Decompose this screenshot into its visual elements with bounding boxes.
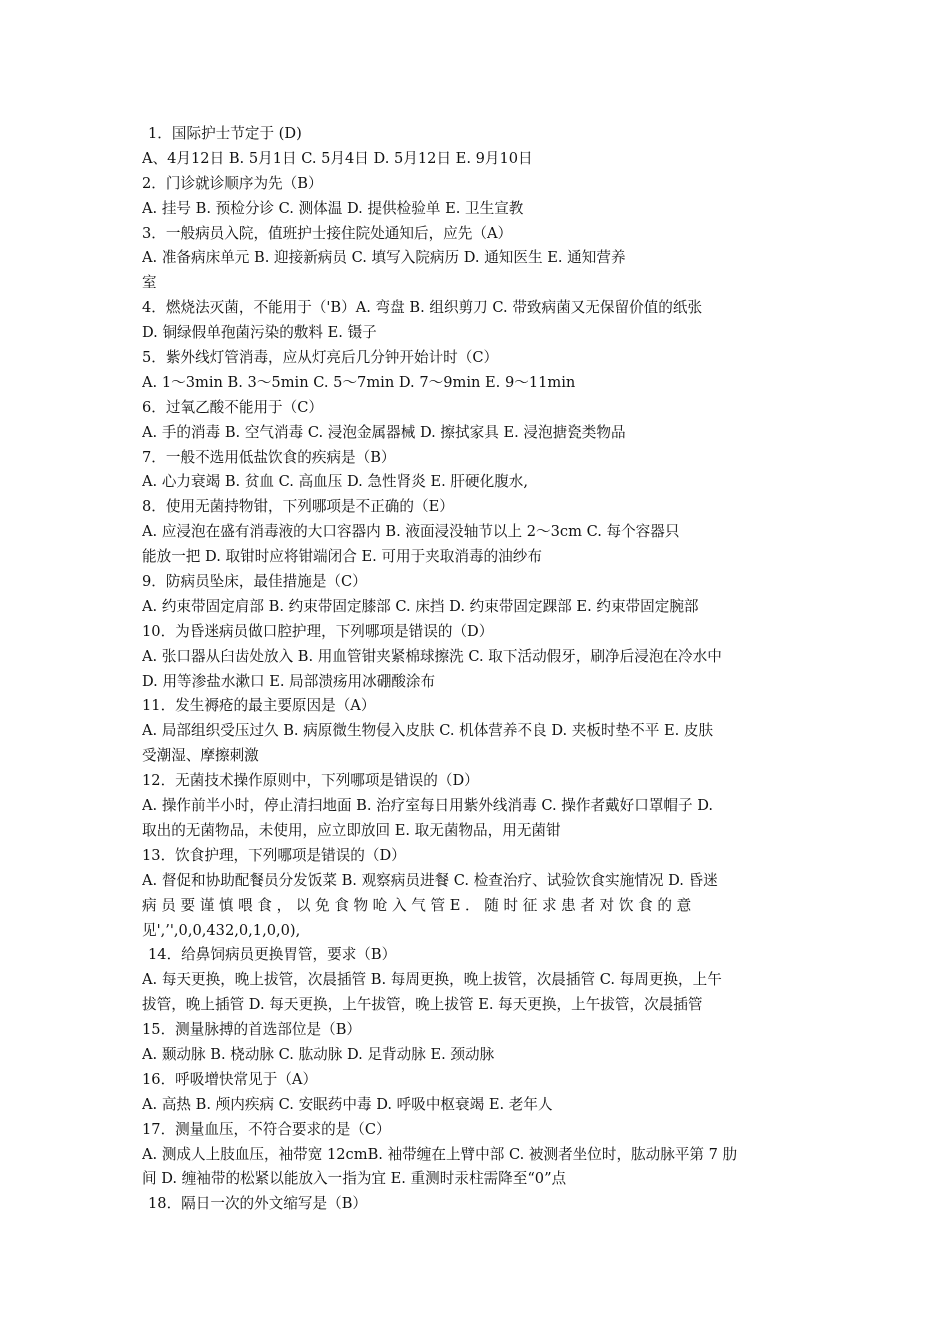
question-line: 16．呼吸增快常见于（A） (142, 1070, 318, 1088)
options-line: A. 挂号 B. 预检分诊 C. 测体温 D. 提供检验单 E. 卫生宣教 (142, 199, 524, 217)
options-line: D. 铜绿假单孢菌污染的敷料 E. 镊子 (142, 324, 377, 342)
options-line: 室 (142, 274, 157, 292)
options-line: A. 约束带固定肩部 B. 约束带固定膝部 C. 床挡 D. 约束带固定踝部 E. 约束带固定腕部 (142, 597, 699, 615)
question-line: 2．门诊就诊顺序为先（B） (142, 174, 323, 192)
question-line: 8．使用无菌持物钳，下列哪项是不正确的（E） (142, 498, 454, 516)
question-line: 14．给鼻饲病员更换胃管，要求（B） (148, 946, 397, 964)
options-line: A. 颞动脉 B. 桡动脉 C. 肱动脉 D. 足背动脉 E. 颈动脉 (142, 1045, 495, 1063)
question-line: 1．国际护士节定于 (D) (148, 125, 302, 142)
options-line: A. 每天更换，晚上拔管，次晨插管 B. 每周更换，晚上拔管，次晨插管 C. 每周更换，上午 (142, 971, 722, 989)
question-line: 11．发生褥疮的最主要原因是（A） (142, 697, 376, 715)
question-line: 5．紫外线灯管消毒，应从灯亮后几分钟开始计时（C） (142, 349, 499, 367)
options-line: 拔管，晚上插管 D. 每天更换，上午拔管，晚上拔管 E. 每天更换，上午拔管，次晨插管 (142, 996, 703, 1014)
document-page (142, 122, 810, 1217)
options-line: 取出的无菌物品，未使用，应立即放回 E. 取无菌物品，用无菌钳 (142, 821, 561, 839)
options-line: 见',’',0,0,432,0,1,0,0), (142, 921, 301, 939)
options-line: A. 应浸泡在盛有消毒液的大口容器内 B. 液面浸没轴节以上 2～3cm C. 每个容器只 (142, 523, 680, 541)
options-line: A. 心力衰竭 B. 贫血 C. 高血压 D. 急性肾炎 E. 肝硬化腹水, (142, 473, 529, 491)
options-line: A. 测成人上肢血压，袖带宽 12cmB. 袖带缠在上臂中部 C. 被测者坐位时，肱动脉平第 7 肋 (142, 1145, 738, 1163)
question-line: 6．过氧乙酸不能用于（C） (142, 398, 323, 416)
options-line: A、4月12日 B. 5月1日 C. 5月4日 D. 5月12日 E. 9月10日 (142, 149, 533, 167)
options-line: A. 局部组织受压过久 B. 病原微生物侵入皮肤 C. 机体营养不良 D. 夹板时垫不平 E. 皮肤 (142, 722, 714, 740)
question-line: 13．饮食护理，下列哪项是错误的（D） (142, 846, 406, 864)
options-line: A. 督促和协助配餐员分发饭菜 B. 观察病员进餐 C. 检查治疗、试验饮食实施情况 D. 昏迷 (142, 871, 718, 889)
options-line: 能放一把 D. 取钳时应将钳端闭合 E. 可用于夹取消毒的油纱布 (142, 548, 542, 566)
question-line: 15．测量脉搏的首选部位是（B） (142, 1021, 362, 1039)
options-line: A. 操作前半小时，停止清扫地面 B. 治疗室每日用紫外线消毒 C. 操作者戴好口罩帽子 D. (142, 797, 714, 815)
question-line: 18．隔日一次的外文缩写是（B） (148, 1195, 368, 1213)
question-line: 17．测量血压，不符合要求的是（C） (142, 1120, 391, 1138)
options-line: 受潮湿、摩擦刺激 (142, 747, 259, 765)
question-line: 12．无菌技术操作原则中，下列哪项是错误的（D） (142, 772, 479, 790)
options-line: D. 用等渗盐水漱口 E. 局部溃疡用冰硼酸涂布 (142, 672, 436, 690)
question-line: 9．防病员坠床，最佳措施是（C） (142, 573, 367, 591)
options-line: A. 准备病床单元 B. 迎接新病员 C. 填写入院病历 D. 通知医生 E. 通知营养 (142, 249, 626, 267)
options-line: 间 D. 缠袖带的松紧以能放入一指为宜 E. 重测时汞柱需降至“0”点 (142, 1170, 567, 1188)
question-line: 4．燃烧法灭菌，不能用于（'B）A. 弯盘 B. 组织剪刀 C. 带致病菌又无保留价值的纸张 (142, 299, 703, 317)
options-line: A. 手的消毒 B. 空气消毒 C. 浸泡金属器械 D. 擦拭家具 E. 浸泡搪瓷类物品 (142, 423, 626, 441)
options-line: A. 1～3min B. 3～5min C. 5～7min D. 7～9min E. 9～11min (142, 373, 576, 391)
options-line: A. 张口器从臼齿处放入 B. 用血管钳夹紧棉球擦洗 C. 取下活动假牙，刷净后浸泡在冷水中 (142, 647, 722, 665)
question-line: 10．为昏迷病员做口腔护理，下列哪项是错误的（D） (142, 622, 494, 640)
options-line: 病 员 要 谨 慎 喂 食 ， 以 免 食 物 呛 入 气 管 E ． 随 时 征 求 患 者 对 饮 食 的 意 (142, 896, 692, 914)
options-line: A. 高热 B. 颅内疾病 C. 安眠药中毒 D. 呼吸中枢衰竭 E. 老年人 (142, 1095, 553, 1113)
question-line: 7．一般不选用低盐饮食的疾病是（B） (142, 448, 396, 466)
question-line: 3．一般病员入院，值班护士接住院处通知后，应先（A） (142, 224, 513, 242)
